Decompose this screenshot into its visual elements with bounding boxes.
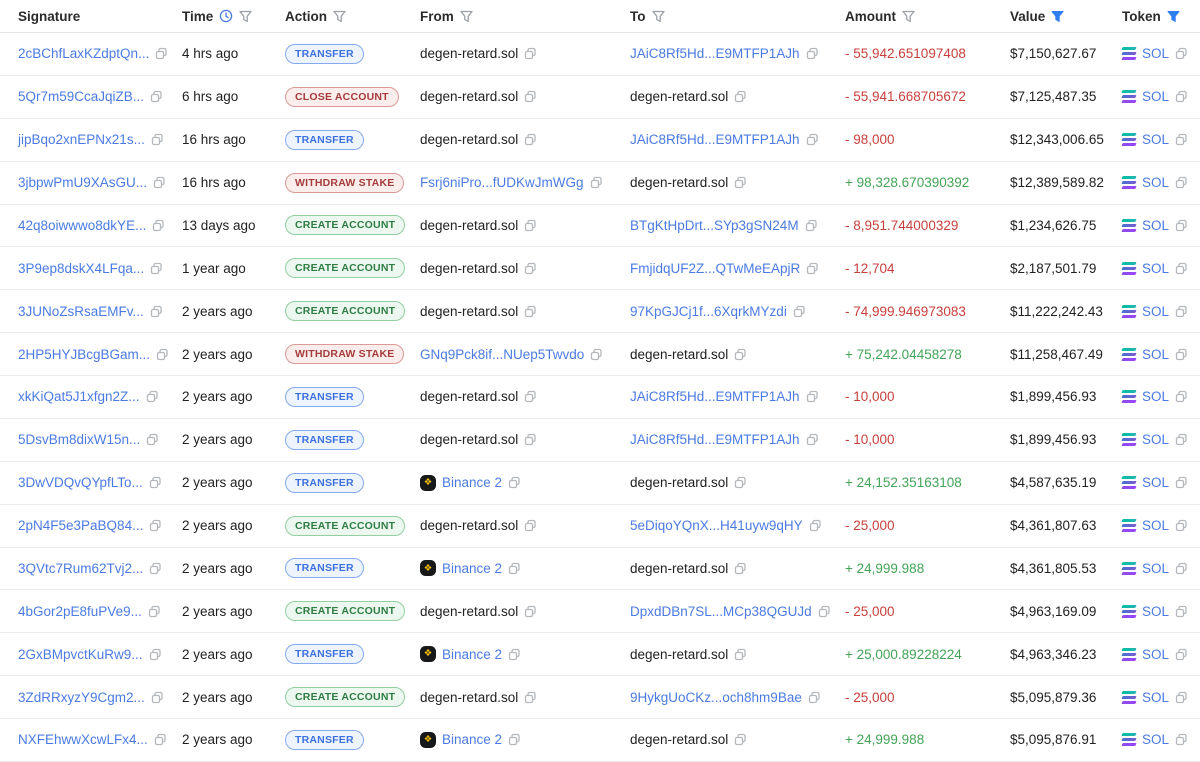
- table-row: [0, 633, 1200, 676]
- copy-icon[interactable]: [1175, 90, 1188, 103]
- filter-icon-token-active[interactable]: [1167, 10, 1180, 23]
- action-badge: CLOSE ACCOUNT: [285, 87, 399, 107]
- amount-text: + 75,242.04458278: [845, 346, 962, 362]
- value-text: $11,222,242.43: [1010, 303, 1103, 319]
- action-badge: TRANSFER: [285, 644, 364, 664]
- to-address[interactable]: degen-retard.sol: [630, 646, 729, 662]
- action-badge: TRANSFER: [285, 558, 364, 578]
- copy-icon[interactable]: [1175, 733, 1188, 746]
- table-row: [0, 162, 1200, 205]
- from-address[interactable]: degen-retard.sol: [420, 389, 519, 405]
- copy-icon[interactable]: [734, 90, 747, 103]
- column-header-action: [285, 9, 420, 24]
- signature-link[interactable]: 2GxBMpvctKuRw9...: [18, 646, 143, 662]
- token-link[interactable]: SOL: [1142, 732, 1170, 748]
- copy-icon[interactable]: [805, 219, 818, 232]
- time-text: 16 hrs ago: [182, 132, 246, 148]
- copy-icon[interactable]: [524, 305, 537, 318]
- action-badge: TRANSFER: [285, 430, 364, 450]
- signature-link[interactable]: 3ZdRRxyzY9Cgm2...: [18, 689, 145, 705]
- copy-icon[interactable]: [524, 219, 537, 232]
- value-text: $1,234,626.75: [1010, 217, 1097, 233]
- amount-text: + 24,999.988: [845, 732, 925, 748]
- value-text: $12,343,006.65: [1010, 132, 1104, 148]
- solana-icon: [1122, 176, 1136, 189]
- table-row: [0, 290, 1200, 333]
- column-header-from: [420, 9, 630, 24]
- token-link[interactable]: SOL: [1142, 603, 1170, 619]
- signature-link[interactable]: 3QVtc7Rum62Tvj2...: [18, 560, 144, 576]
- column-header-value: [1010, 9, 1122, 24]
- action-badge: CREATE ACCOUNT: [285, 215, 405, 235]
- table-row: [0, 548, 1200, 591]
- to-address[interactable]: degen-retard.sol: [630, 560, 729, 576]
- amount-text: - 10,000: [845, 389, 895, 405]
- amount-text: - 12,704: [845, 260, 895, 276]
- copy-icon[interactable]: [1175, 605, 1188, 618]
- from-address[interactable]: Binance 2: [442, 560, 503, 576]
- copy-icon[interactable]: [734, 648, 747, 661]
- time-text: 2 years ago: [182, 603, 253, 619]
- signature-link[interactable]: 5Qr7m59CcaJqiZB...: [18, 89, 145, 105]
- time-text: 13 days ago: [182, 217, 256, 233]
- column-header-to: [630, 9, 845, 24]
- copy-icon[interactable]: [808, 691, 821, 704]
- clock-icon[interactable]: [219, 9, 233, 23]
- value-text: $2,187,501.79: [1010, 260, 1097, 276]
- from-address[interactable]: Binance 2: [442, 475, 503, 491]
- to-address[interactable]: 5eDiqoYQnX...H41uyw9qHY: [630, 518, 803, 534]
- amount-text: - 8,951.744000329: [845, 217, 959, 233]
- table-row: [0, 247, 1200, 290]
- token-link[interactable]: SOL: [1142, 389, 1170, 405]
- amount-text: - 25,000: [845, 689, 895, 705]
- binance-icon: ❖: [420, 646, 436, 662]
- value-text: $5,095,879.36: [1010, 689, 1097, 705]
- signature-link[interactable]: xkKiQat5J1xfgn2Z...: [18, 389, 140, 405]
- solana-icon: [1122, 390, 1136, 403]
- token-link[interactable]: SOL: [1142, 646, 1170, 662]
- token-link[interactable]: SOL: [1142, 260, 1170, 276]
- copy-icon[interactable]: [1175, 476, 1188, 489]
- time-text: 2 years ago: [182, 732, 253, 748]
- copy-icon[interactable]: [590, 176, 603, 189]
- table-row: [0, 419, 1200, 462]
- signature-link[interactable]: 5DsvBm8dixW15n...: [18, 432, 141, 448]
- column-label-amount: Amount: [845, 8, 896, 24]
- column-label-signature: Signature: [18, 8, 81, 24]
- copy-icon[interactable]: [524, 433, 537, 446]
- from-address[interactable]: degen-retard.sol: [420, 217, 519, 233]
- from-address[interactable]: GNq9Pck8if...NUep5Twvdo: [420, 346, 585, 362]
- copy-icon[interactable]: [149, 476, 162, 489]
- copy-icon[interactable]: [524, 262, 537, 275]
- to-address[interactable]: JAiC8Rf5Hd...E9MTFP1AJh: [630, 46, 800, 62]
- filter-icon-time[interactable]: [239, 10, 252, 23]
- to-address[interactable]: degen-retard.sol: [630, 732, 729, 748]
- value-text: $7,150,627.67: [1010, 46, 1097, 62]
- binance-icon: ❖: [420, 475, 436, 491]
- solana-icon: [1122, 648, 1136, 661]
- copy-icon[interactable]: [156, 348, 169, 361]
- copy-icon[interactable]: [524, 133, 537, 146]
- copy-icon[interactable]: [152, 219, 165, 232]
- token-link[interactable]: SOL: [1142, 175, 1170, 191]
- copy-icon[interactable]: [524, 390, 537, 403]
- copy-icon[interactable]: [146, 390, 159, 403]
- copy-icon[interactable]: [524, 605, 537, 618]
- value-text: $12,389,589.82: [1010, 175, 1104, 191]
- action-badge: TRANSFER: [285, 130, 364, 150]
- value-text: $4,361,805.53: [1010, 560, 1097, 576]
- transactions-body: [0, 33, 1200, 762]
- token-link[interactable]: SOL: [1142, 346, 1170, 362]
- column-header-signature: [0, 9, 182, 24]
- solana-icon: [1122, 219, 1136, 232]
- from-address[interactable]: Binance 2: [442, 732, 503, 748]
- copy-icon[interactable]: [153, 176, 166, 189]
- value-text: $1,899,456.93: [1010, 389, 1097, 405]
- table-row: [0, 590, 1200, 633]
- amount-text: - 55,942.651097408: [845, 46, 966, 62]
- from-address[interactable]: degen-retard.sol: [420, 303, 519, 319]
- time-text: 2 years ago: [182, 560, 253, 576]
- copy-icon[interactable]: [1175, 47, 1188, 60]
- solana-icon: [1122, 90, 1136, 103]
- solana-icon: [1122, 691, 1136, 704]
- copy-icon[interactable]: [809, 519, 822, 532]
- table-row: [0, 505, 1200, 548]
- to-address[interactable]: JAiC8Rf5Hd...E9MTFP1AJh: [630, 389, 800, 405]
- signature-link[interactable]: 3P9ep8dskX4LFqa...: [18, 260, 145, 276]
- value-text: $7,125,487.35: [1010, 89, 1097, 105]
- signature-link[interactable]: 2HP5HYJBcgBGam...: [18, 346, 151, 362]
- copy-icon[interactable]: [154, 733, 167, 746]
- copy-icon[interactable]: [508, 648, 521, 661]
- solana-icon: [1122, 519, 1136, 532]
- token-link[interactable]: SOL: [1142, 217, 1170, 233]
- from-address[interactable]: degen-retard.sol: [420, 603, 519, 619]
- filter-icon-value-active[interactable]: [1051, 10, 1064, 23]
- copy-icon[interactable]: [150, 262, 163, 275]
- amount-text: - 10,000: [845, 432, 895, 448]
- copy-icon[interactable]: [734, 176, 747, 189]
- action-badge: WITHDRAW STAKE: [285, 344, 404, 364]
- action-badge: TRANSFER: [285, 473, 364, 493]
- copy-icon[interactable]: [1175, 348, 1188, 361]
- solana-icon: [1122, 348, 1136, 361]
- time-text: 2 years ago: [182, 346, 253, 362]
- to-address[interactable]: degen-retard.sol: [630, 89, 729, 105]
- token-link[interactable]: SOL: [1142, 46, 1170, 62]
- copy-icon[interactable]: [524, 47, 537, 60]
- time-text: 2 years ago: [182, 389, 253, 405]
- binance-icon: ❖: [420, 732, 436, 748]
- copy-icon[interactable]: [149, 648, 162, 661]
- column-header-amount: [845, 9, 1010, 24]
- copy-icon[interactable]: [151, 133, 164, 146]
- copy-icon[interactable]: [1175, 305, 1188, 318]
- signature-link[interactable]: 3DwVDQvQYpfLTo...: [18, 475, 143, 491]
- solana-icon: [1122, 262, 1136, 275]
- action-badge: CREATE ACCOUNT: [285, 301, 405, 321]
- table-row: [0, 33, 1200, 76]
- table-row: [0, 76, 1200, 119]
- signature-link[interactable]: 3JUNoZsRsaEMFv...: [18, 303, 144, 319]
- copy-icon[interactable]: [1175, 648, 1188, 661]
- table-row: [0, 462, 1200, 505]
- time-text: 1 year ago: [182, 260, 246, 276]
- solana-icon: [1122, 605, 1136, 618]
- action-badge: CREATE ACCOUNT: [285, 601, 405, 621]
- column-label-time: Time: [182, 8, 214, 24]
- action-badge: CREATE ACCOUNT: [285, 516, 405, 536]
- from-address[interactable]: degen-retard.sol: [420, 89, 519, 105]
- value-text: $4,587,635.19: [1010, 475, 1097, 491]
- from-address[interactable]: degen-retard.sol: [420, 689, 519, 705]
- table-row: [0, 376, 1200, 419]
- value-text: $4,963,169.09: [1010, 603, 1097, 619]
- filter-icon-to[interactable]: [652, 10, 665, 23]
- copy-icon[interactable]: [149, 562, 162, 575]
- column-label-action: Action: [285, 8, 327, 24]
- token-link[interactable]: SOL: [1142, 132, 1170, 148]
- amount-text: - 55,941.668705672: [845, 89, 966, 105]
- from-address[interactable]: degen-retard.sol: [420, 132, 519, 148]
- solana-icon: [1122, 562, 1136, 575]
- copy-icon[interactable]: [508, 476, 521, 489]
- token-link[interactable]: SOL: [1142, 560, 1170, 576]
- filter-icon-amount[interactable]: [902, 10, 915, 23]
- time-text: 2 years ago: [182, 646, 253, 662]
- copy-icon[interactable]: [508, 733, 521, 746]
- from-address[interactable]: degen-retard.sol: [420, 260, 519, 276]
- to-address[interactable]: degen-retard.sol: [630, 475, 729, 491]
- copy-icon[interactable]: [1175, 176, 1188, 189]
- time-text: 2 years ago: [182, 689, 253, 705]
- token-link[interactable]: SOL: [1142, 432, 1170, 448]
- column-label-from: From: [420, 8, 454, 24]
- copy-icon[interactable]: [150, 305, 163, 318]
- solana-icon: [1122, 733, 1136, 746]
- copy-icon[interactable]: [806, 47, 819, 60]
- from-address[interactable]: degen-retard.sol: [420, 432, 519, 448]
- from-address[interactable]: degen-retard.sol: [420, 518, 519, 534]
- copy-icon[interactable]: [524, 519, 537, 532]
- solana-icon: [1122, 433, 1136, 446]
- copy-icon[interactable]: [818, 605, 831, 618]
- copy-icon[interactable]: [524, 90, 537, 103]
- signature-link[interactable]: 4bGor2pE8fuPVe9...: [18, 603, 142, 619]
- copy-icon[interactable]: [1175, 262, 1188, 275]
- value-text: $1,899,456.93: [1010, 432, 1097, 448]
- copy-icon[interactable]: [524, 691, 537, 704]
- solana-icon: [1122, 133, 1136, 146]
- time-text: 6 hrs ago: [182, 89, 239, 105]
- copy-icon[interactable]: [1175, 691, 1188, 704]
- time-text: 16 hrs ago: [182, 175, 246, 191]
- copy-icon[interactable]: [508, 562, 521, 575]
- copy-icon[interactable]: [1175, 433, 1188, 446]
- time-text: 4 hrs ago: [182, 46, 239, 62]
- copy-icon[interactable]: [734, 476, 747, 489]
- copy-icon[interactable]: [1175, 133, 1188, 146]
- signature-link[interactable]: NXFEhwwXcwLFx4...: [18, 732, 148, 748]
- signature-link[interactable]: 2cBChfLaxKZdptQn...: [18, 46, 150, 62]
- column-header-time: [182, 9, 285, 24]
- amount-text: - 74,999.946973083: [845, 303, 966, 319]
- copy-icon[interactable]: [149, 519, 162, 532]
- copy-icon[interactable]: [806, 390, 819, 403]
- binance-icon: ❖: [420, 560, 436, 576]
- token-link[interactable]: SOL: [1142, 518, 1170, 534]
- to-address[interactable]: BTgKtHpDrt...SYp3gSN24M: [630, 217, 799, 233]
- copy-icon[interactable]: [1175, 219, 1188, 232]
- column-label-token: Token: [1122, 8, 1161, 24]
- to-address[interactable]: DpxdDBn7SL...MCp38QGUJd: [630, 603, 812, 619]
- copy-icon[interactable]: [1175, 390, 1188, 403]
- from-address[interactable]: degen-retard.sol: [420, 46, 519, 62]
- signature-link[interactable]: 3jbpwPmU9XAsGU...: [18, 175, 148, 191]
- amount-text: + 25,000.89228224: [845, 646, 962, 662]
- token-link[interactable]: SOL: [1142, 689, 1170, 705]
- filter-icon-action[interactable]: [333, 10, 346, 23]
- copy-icon[interactable]: [590, 348, 603, 361]
- to-address[interactable]: degen-retard.sol: [630, 346, 729, 362]
- amount-text: + 98,328.670390392: [845, 175, 970, 191]
- to-address[interactable]: 97KpGJCj1f...6XqrkMYzdi: [630, 303, 787, 319]
- action-badge: TRANSFER: [285, 730, 364, 750]
- signature-link[interactable]: 42q8oiwwwo8dkYE...: [18, 217, 147, 233]
- amount-text: - 25,000: [845, 518, 895, 534]
- column-header-token: [1122, 9, 1200, 24]
- from-address[interactable]: Fsrj6niPro...fUDKwJmWGg: [420, 175, 584, 191]
- column-label-to: To: [630, 8, 646, 24]
- to-address[interactable]: 9HykgUoCKz...och8hm9Bae: [630, 689, 802, 705]
- time-text: 2 years ago: [182, 475, 253, 491]
- action-badge: TRANSFER: [285, 44, 364, 64]
- table-row: [0, 205, 1200, 248]
- amount-text: + 24,152.35163108: [845, 475, 962, 491]
- time-text: 2 years ago: [182, 518, 253, 534]
- table-header: [0, 0, 1200, 33]
- copy-icon[interactable]: [150, 90, 163, 103]
- copy-icon[interactable]: [806, 433, 819, 446]
- copy-icon[interactable]: [734, 348, 747, 361]
- solana-icon: [1122, 305, 1136, 318]
- value-text: $11,258,467.49: [1010, 346, 1103, 362]
- amount-text: - 98,000: [845, 132, 895, 148]
- copy-icon[interactable]: [155, 47, 168, 60]
- action-badge: CREATE ACCOUNT: [285, 687, 405, 707]
- copy-icon[interactable]: [734, 562, 747, 575]
- time-text: 2 years ago: [182, 303, 253, 319]
- amount-text: + 24,999.988: [845, 560, 925, 576]
- to-address[interactable]: degen-retard.sol: [630, 175, 729, 191]
- value-text: $5,095,876.91: [1010, 732, 1097, 748]
- copy-icon[interactable]: [806, 262, 819, 275]
- column-label-value: Value: [1010, 8, 1046, 24]
- value-text: $4,963,346.23: [1010, 646, 1097, 662]
- copy-icon[interactable]: [793, 305, 806, 318]
- copy-icon[interactable]: [806, 133, 819, 146]
- to-address[interactable]: JAiC8Rf5Hd...E9MTFP1AJh: [630, 432, 800, 448]
- from-address[interactable]: Binance 2: [442, 646, 503, 662]
- to-address[interactable]: JAiC8Rf5Hd...E9MTFP1AJh: [630, 132, 800, 148]
- signature-link[interactable]: jipBqo2xnEPNx21s...: [18, 132, 145, 148]
- value-text: $4,361,807.63: [1010, 518, 1097, 534]
- table-row: [0, 676, 1200, 719]
- copy-icon[interactable]: [1175, 562, 1188, 575]
- copy-icon[interactable]: [1175, 519, 1188, 532]
- filter-icon-from[interactable]: [460, 10, 473, 23]
- time-text: 2 years ago: [182, 432, 253, 448]
- action-badge: WITHDRAW STAKE: [285, 173, 404, 193]
- token-link[interactable]: SOL: [1142, 303, 1170, 319]
- amount-text: - 25,000: [845, 603, 895, 619]
- token-link[interactable]: SOL: [1142, 475, 1170, 491]
- solana-icon: [1122, 47, 1136, 60]
- copy-icon[interactable]: [148, 605, 161, 618]
- table-row: [0, 119, 1200, 162]
- table-row: [0, 333, 1200, 376]
- solana-icon: [1122, 476, 1136, 489]
- action-badge: TRANSFER: [285, 387, 364, 407]
- copy-icon[interactable]: [734, 733, 747, 746]
- signature-link[interactable]: 2pN4F5e3PaBQ84...: [18, 518, 144, 534]
- to-address[interactable]: FmjidqUF2Z...QTwMeEApjR: [630, 260, 801, 276]
- copy-icon[interactable]: [151, 691, 164, 704]
- action-badge: CREATE ACCOUNT: [285, 258, 405, 278]
- token-link[interactable]: SOL: [1142, 89, 1170, 105]
- copy-icon[interactable]: [146, 433, 159, 446]
- table-row: [0, 719, 1200, 762]
